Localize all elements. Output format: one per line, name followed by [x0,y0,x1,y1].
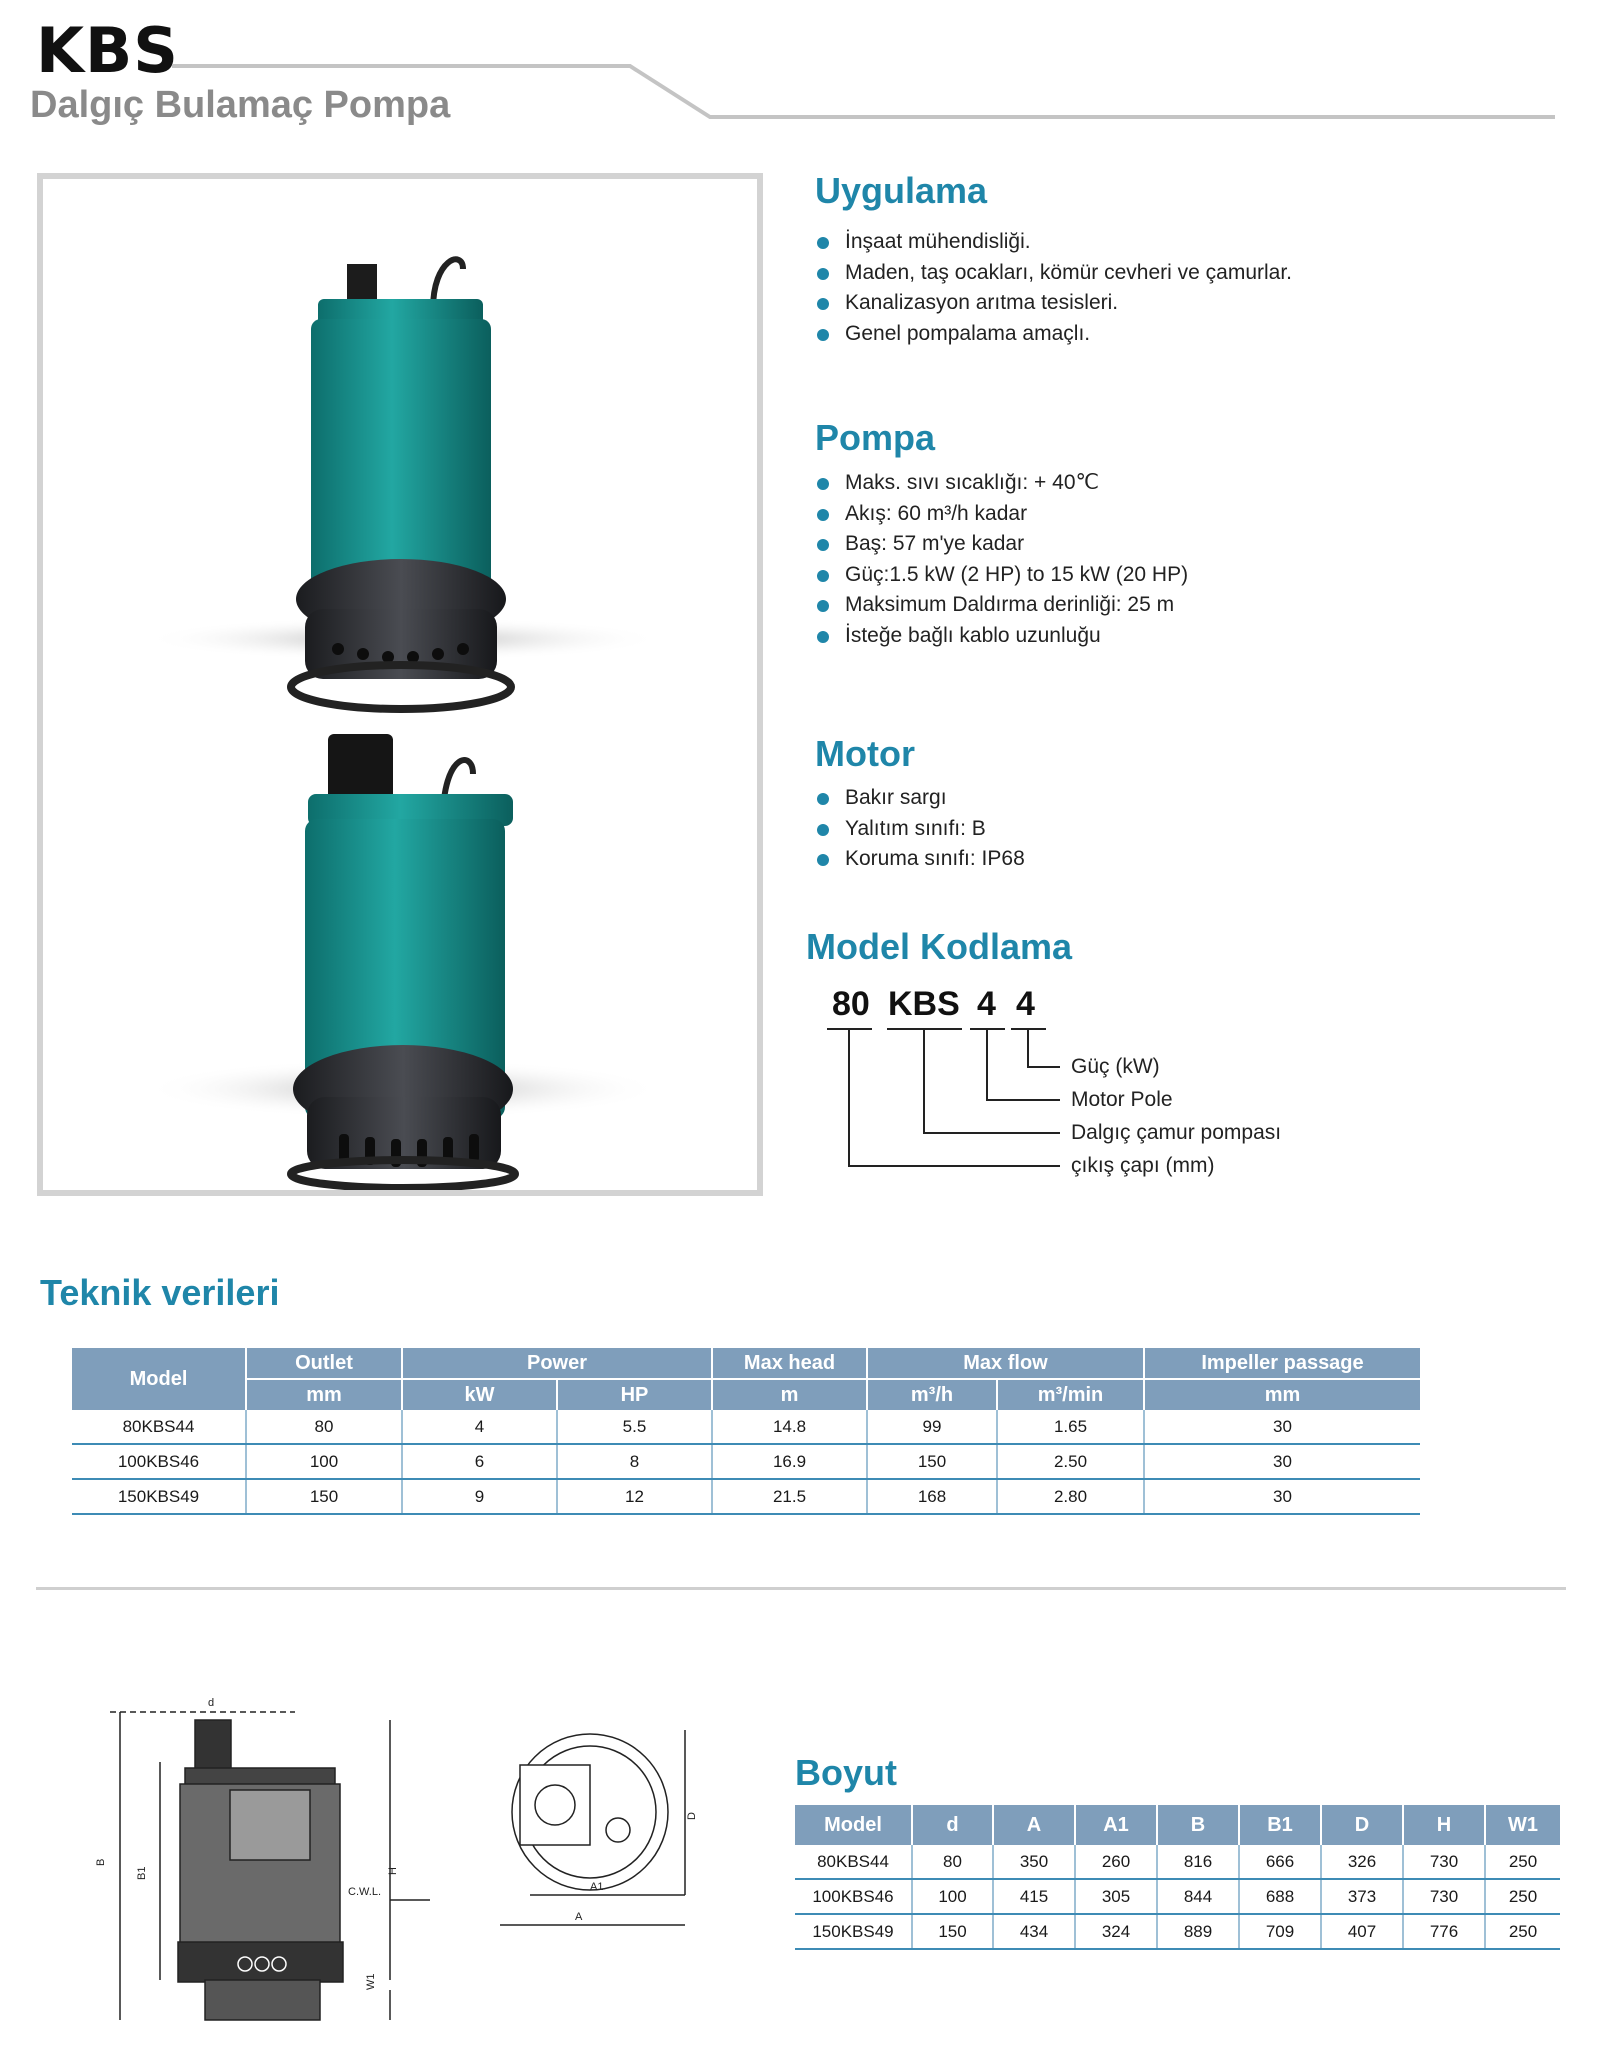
table-cell: 434 [993,1914,1075,1949]
table-cell: 150KBS49 [72,1479,246,1514]
column-header: H [1403,1805,1485,1845]
table-cell: 350 [993,1845,1075,1879]
dim-label: A [575,1911,583,1923]
table-cell: 2.80 [997,1479,1144,1514]
column-header: D [1321,1805,1403,1845]
table-cell: 415 [993,1879,1075,1914]
table-cell: 844 [1157,1879,1239,1914]
list-item: Koruma sınıfı: IP68 [813,844,1025,875]
column-header: Impeller passage [1144,1348,1420,1379]
table-cell: 80 [246,1410,402,1444]
table-cell: 324 [1075,1914,1157,1949]
table-cell: 30 [1144,1479,1420,1514]
list-item: Genel pompalama amaçlı. [813,319,1292,350]
pompa-list [813,468,1188,651]
column-header: Max flow [867,1348,1144,1379]
table-cell: 9 [402,1479,557,1514]
code-desc-power: Güç (kW) [1071,1055,1160,1078]
dim-label: B [95,1858,107,1866]
unit-header: HP [557,1379,712,1410]
table-cell: 80KBS44 [72,1410,246,1444]
list-item: Maden, taş ocakları, kömür cevheri ve çamurlar. [813,258,1292,289]
table-cell: 250 [1485,1914,1560,1949]
table-cell: 8 [557,1444,712,1479]
table-cell: 16.9 [712,1444,867,1479]
dim-label: C.W.L. [348,1886,382,1898]
table-cell: 100KBS46 [795,1879,912,1914]
dim-label: H [387,1867,399,1875]
table-cell: 407 [1321,1914,1403,1949]
table-cell: 260 [1075,1845,1157,1879]
table-cell: 4 [402,1410,557,1444]
unit-header: mm [1144,1379,1420,1410]
column-header: W1 [1485,1805,1560,1845]
table-cell: 80KBS44 [795,1845,912,1879]
brand-title: KBS [36,14,179,87]
list-item: Güç:1.5 kW (2 HP) to 15 kW (20 HP) [813,560,1188,591]
table-cell: 666 [1239,1845,1321,1879]
section-divider [36,1587,1566,1590]
page-subtitle: Dalgıç Bulamaç Pompa [30,84,451,126]
table-cell: 250 [1485,1845,1560,1879]
table-cell: 816 [1157,1845,1239,1879]
list-item: Maksimum Daldırma derinliği: 25 m [813,590,1188,621]
column-header: Max head [712,1348,867,1379]
code-part-power: 4 [1016,985,1035,1023]
dim-label: A1 [590,1881,604,1893]
side-view-drawing [90,1680,450,2030]
unit-header: m³/min [997,1379,1144,1410]
list-item: Maks. sıvı sıcaklığı: + 40℃ [813,468,1188,499]
product-photo-frame [37,173,763,1196]
table-row [795,1914,1560,1949]
technical-data-table [72,1348,1420,1515]
table-cell: 150 [867,1444,997,1479]
table-cell: 730 [1403,1845,1485,1879]
list-item: Yalıtım sınıfı: B [813,814,1025,845]
table-cell: 776 [1403,1914,1485,1949]
code-part-outlet: 80 [832,985,870,1023]
table-cell: 150 [246,1479,402,1514]
table-cell: 99 [867,1410,997,1444]
table-header-row [795,1805,1560,1845]
table-row [72,1479,1420,1514]
product-photos [43,179,757,1190]
table-cell: 150KBS49 [795,1914,912,1949]
model-code-connector-lines [800,1020,1100,1180]
table-cell: 168 [867,1479,997,1514]
column-header: d [912,1805,993,1845]
dim-label: W1 [365,1973,377,1990]
table-row [795,1879,1560,1914]
table-row [72,1410,1420,1444]
table-cell: 12 [557,1479,712,1514]
list-item: İsteğe bağlı kablo uzunluğu [813,621,1188,652]
table-cell: 709 [1239,1914,1321,1949]
table-row [72,1444,1420,1479]
table-cell: 80 [912,1845,993,1879]
table-header-row [72,1348,1420,1379]
table-cell: 100 [912,1879,993,1914]
table-cell: 14.8 [712,1410,867,1444]
table-cell: 326 [1321,1845,1403,1879]
table-cell: 100 [246,1444,402,1479]
list-item: Akış: 60 m³/h kadar [813,499,1188,530]
column-header: B [1157,1805,1239,1845]
unit-header: m³/h [867,1379,997,1410]
table-row [795,1845,1560,1879]
dimensions-table [795,1805,1560,1950]
pump-photo-bottom [143,734,663,1188]
table-cell: 30 [1144,1410,1420,1444]
boyut-title: Boyut [795,1752,897,1793]
model-kodlama-title: Model Kodlama [806,926,1073,967]
code-part-series: KBS [888,985,960,1023]
code-desc-outlet: çıkış çapı (mm) [1071,1154,1215,1177]
column-header: B1 [1239,1805,1321,1845]
column-header: Outlet [246,1348,402,1379]
motor-title: Motor [815,733,915,774]
dim-label: d [208,1697,215,1709]
table-cell: 100KBS46 [72,1444,246,1479]
code-desc-series: Dalgıç çamur pompası [1071,1121,1282,1144]
uygulama-list [813,227,1292,349]
code-desc-pole: Motor Pole [1071,1088,1173,1111]
column-header: A [993,1805,1075,1845]
column-header: Model [72,1348,246,1410]
table-cell: 2.50 [997,1444,1144,1479]
table-cell: 889 [1157,1914,1239,1949]
list-item: Bakır sargı [813,783,1025,814]
table-cell: 5.5 [557,1410,712,1444]
unit-header: kW [402,1379,557,1410]
table-cell: 30 [1144,1444,1420,1479]
list-item: Baş: 57 m'ye kadar [813,529,1188,560]
dim-label: B1 [136,1866,148,1880]
teknik-title: Teknik verileri [40,1272,280,1313]
table-cell: 688 [1239,1879,1321,1914]
table-cell: 250 [1485,1879,1560,1914]
table-cell: 373 [1321,1879,1403,1914]
top-view-drawing [490,1700,710,1950]
code-part-pole: 4 [977,985,996,1023]
table-cell: 730 [1403,1879,1485,1914]
uygulama-title: Uygulama [815,170,988,211]
pump-photo-top [143,259,663,709]
table-cell: 150 [912,1914,993,1949]
table-cell: 21.5 [712,1479,867,1514]
table-cell: 1.65 [997,1410,1144,1444]
table-cell: 305 [1075,1879,1157,1914]
unit-header: mm [246,1379,402,1410]
column-header: Power [402,1348,712,1379]
column-header: A1 [1075,1805,1157,1845]
column-header: Model [795,1805,912,1845]
table-units-row [72,1379,1420,1410]
dim-label: D [686,1812,698,1820]
motor-list [813,783,1025,875]
unit-header: m [712,1379,867,1410]
list-item: Kanalizasyon arıtma tesisleri. [813,288,1292,319]
table-cell: 6 [402,1444,557,1479]
list-item: İnşaat mühendisliği. [813,227,1292,258]
pompa-title: Pompa [815,417,936,458]
